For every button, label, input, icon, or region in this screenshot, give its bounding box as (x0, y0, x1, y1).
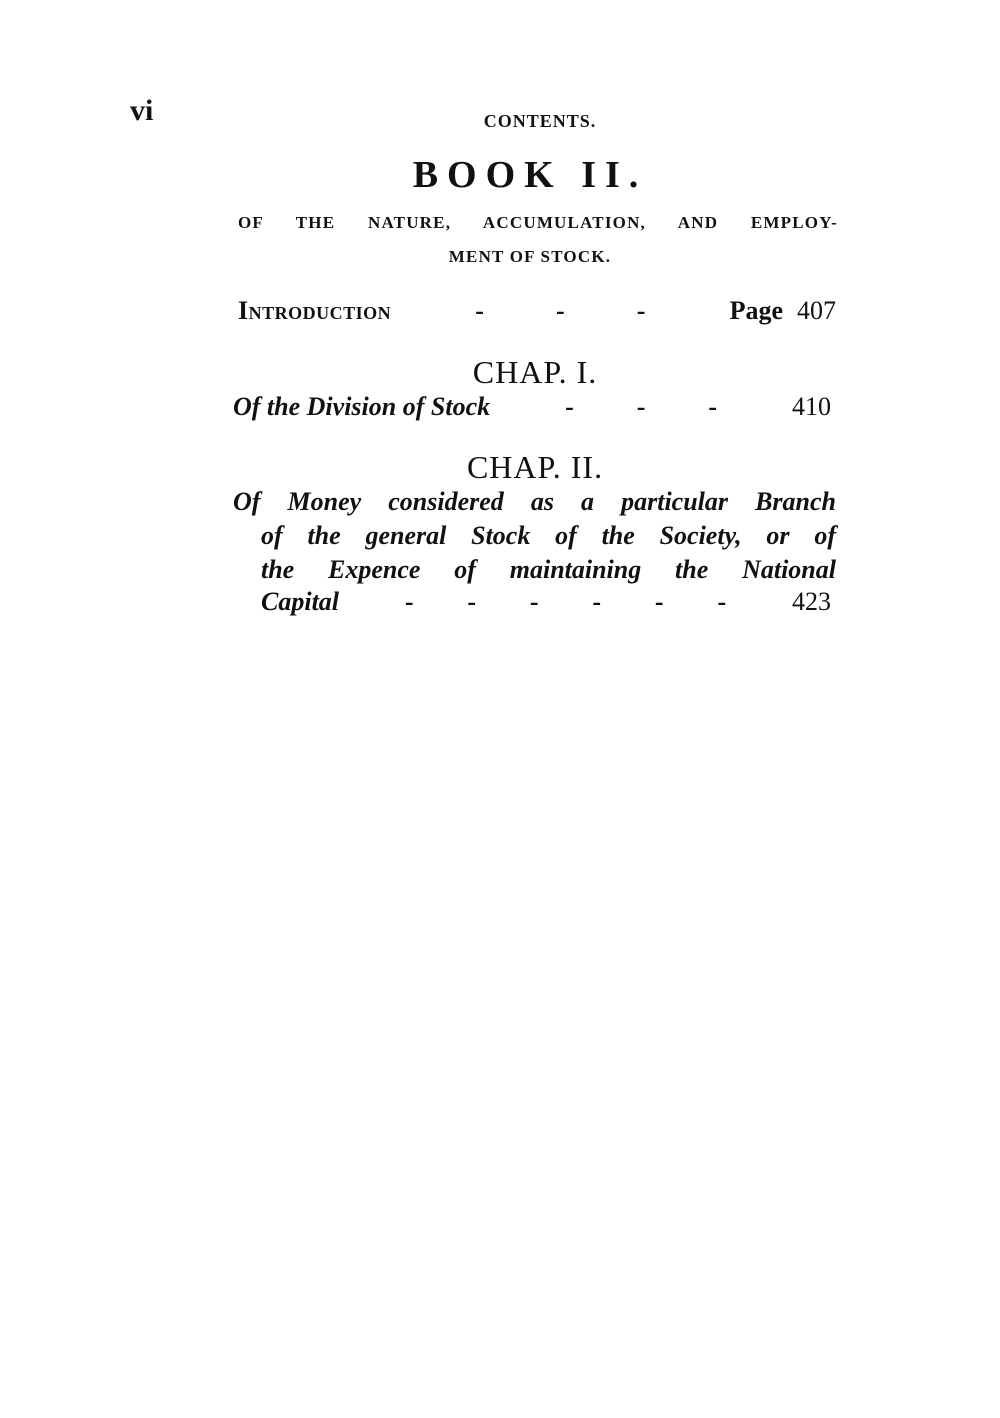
leader-dots (391, 296, 729, 326)
book-subtitle-line-2: MENT OF STOCK. (448, 247, 612, 266)
leader-dot: - (556, 296, 565, 325)
page-number-ref: 407 (797, 296, 836, 325)
toc-entry-chapter-1 (233, 392, 831, 422)
chapter-heading: CHAP. II. (466, 449, 604, 485)
leader-dot: - (404, 587, 414, 616)
toc-entry-title: Of the Division of Stock (233, 392, 491, 421)
leader-dot: - (592, 587, 602, 616)
toc-entry-title-line: Capital (261, 587, 340, 616)
leader-dot: - (467, 587, 477, 616)
toc-entry-title-line: of the general Stock of the Society, or of (261, 521, 836, 550)
chapter-heading: CHAP. I. (472, 354, 598, 390)
toc-entry-introduction (238, 296, 836, 326)
book-subtitle-line-1: OF THE NATURE, ACCUMULATION, AND EMPLOY- (238, 213, 838, 232)
leader-dot: - (717, 587, 727, 616)
page-word: Page (729, 296, 783, 325)
running-head: CONTENTS. (483, 111, 597, 131)
page-number-ref: 423 (792, 587, 831, 616)
toc-entry-chapter-2-last-line (261, 587, 831, 617)
leader-dot: - (636, 296, 646, 325)
leader-dots (490, 392, 792, 422)
leader-dot: - (565, 392, 574, 421)
leader-dot: - (654, 587, 664, 616)
leader-dot: - (475, 296, 484, 325)
toc-page-ref (730, 296, 836, 326)
toc-entry-title-line: the Expence of maintaining the National (261, 555, 836, 584)
book-title: BOOK II. (412, 154, 648, 196)
leader-dot: - (529, 587, 539, 616)
leader-dot: - (708, 392, 718, 421)
page-number-ref: 410 (792, 392, 831, 421)
toc-entry-title-line: Of Money considered as a particular Branch (233, 487, 836, 516)
leader-dots (339, 587, 792, 617)
toc-entry-chapter-2 (233, 485, 836, 587)
leader-dot: - (636, 392, 646, 421)
page-number: vi (130, 94, 154, 127)
toc-entry-label: Introduction (238, 296, 392, 325)
